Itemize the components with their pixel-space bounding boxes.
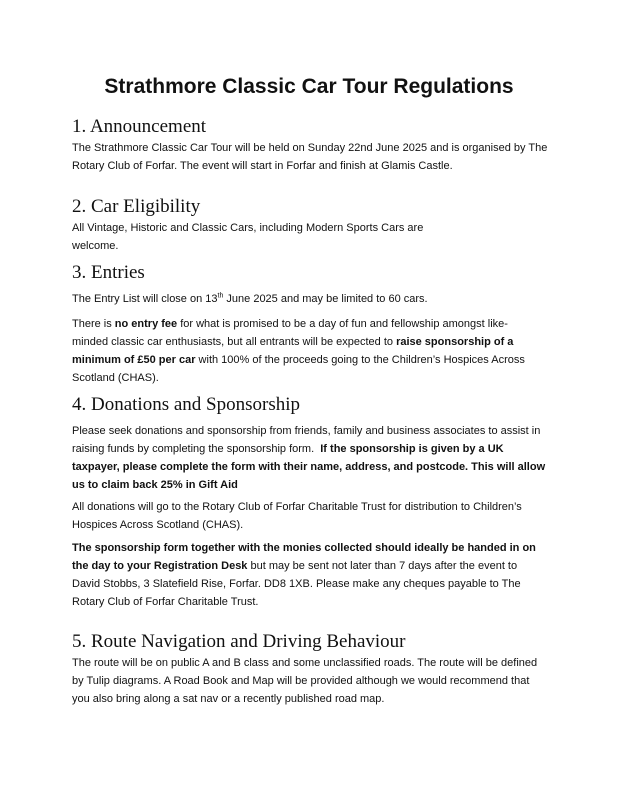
text-line <box>72 476 548 494</box>
text-line: Please seek donations and sponsorship from friends, family and business associates to assist in <box>72 425 541 437</box>
bold-run: raise sponsorship of a <box>396 336 514 348</box>
superscript: th <box>217 292 224 300</box>
text-run: but may be sent not later than 7 days after the event to <box>247 560 518 572</box>
donations-paragraph-2 <box>72 498 548 534</box>
donations-paragraph-1 <box>72 422 548 494</box>
text-line: welcome. <box>72 240 119 252</box>
text-line: Hospices Across Scotland (CHAS). <box>72 519 244 531</box>
text-line <box>72 539 548 557</box>
text-line: All donations will go to the Rotary Club of Forfar Charitable Trust for distribution to Children’s <box>72 501 522 513</box>
text-line: The route will be on public A and B class and some unclassified roads. The route will be defined <box>72 657 538 669</box>
donations-paragraph-3 <box>72 539 548 611</box>
bold-run: The sponsorship form together with the monies collected should ideally be handed in on <box>72 542 536 554</box>
route-paragraph <box>72 654 548 708</box>
bold-run: minimum of £50 per car <box>72 354 196 366</box>
bold-run: taxpayer, please complete the form with their name, address, and postcode. This will allow <box>72 461 546 473</box>
text-line: Rotary Club of Forfar Charitable Trust. <box>72 596 259 608</box>
text-line: All Vintage, Historic and Classic Cars, including Modern Sports Cars are <box>72 222 424 234</box>
text-run: with 100% of the proceeds going to the Children’s Hospices Across <box>195 354 525 366</box>
text-line <box>72 557 548 575</box>
text-line <box>72 290 548 308</box>
text-run: for what is promised to be a day of fun and fellowship amongst like- <box>177 318 508 330</box>
bold-run: the day to your Registration Desk <box>72 560 248 572</box>
text-run: There is <box>72 318 115 330</box>
section-heading-announcement: 1. Announcement <box>72 116 207 137</box>
text-line: Scotland (CHAS). <box>72 372 159 384</box>
announcement-paragraph <box>72 139 548 175</box>
text-line <box>72 351 548 369</box>
text-run: The Entry List will close on 13 <box>72 293 218 305</box>
text-run: raising funds by completing the sponsorship form. <box>72 443 321 455</box>
document-title: Strathmore Classic Car Tour Regulations <box>104 75 514 98</box>
section-heading-car-eligibility: 2. Car Eligibility <box>72 196 201 217</box>
text-line <box>72 440 548 458</box>
text-line <box>72 458 548 476</box>
text-run: June 2025 and may be limited to 60 cars. <box>223 293 428 305</box>
eligibility-paragraph <box>72 219 548 255</box>
bold-run: If the sponsorship is given by a UK <box>320 443 504 455</box>
bold-run: us to claim back 25% in Gift Aid <box>72 479 238 491</box>
entries-paragraph-2 <box>72 315 548 387</box>
section-heading-route-navigation: 5. Route Navigation and Driving Behaviour <box>72 631 406 652</box>
entries-paragraph-1 <box>72 290 548 308</box>
section-heading-entries: 3. Entries <box>72 262 145 283</box>
bold-run: no entry fee <box>114 318 178 330</box>
text-line: you also bring along a sat nav or a recently published road map. <box>72 693 385 705</box>
text-line <box>72 315 548 333</box>
text-run: minded classic car enthusiasts, but all entrants will be expected to <box>72 336 397 348</box>
text-line: Rotary Club of Forfar. The event will start in Forfar and finish at Glamis Castle. <box>72 160 453 172</box>
text-line <box>72 333 548 351</box>
text-line: The Strathmore Classic Car Tour will be held on Sunday 22nd June 2025 and is organised by The <box>72 142 548 154</box>
text-line: by Tulip diagrams. A Road Book and Map will be provided although we would recommend that <box>72 675 530 687</box>
section-heading-donations: 4. Donations and Sponsorship <box>72 394 300 415</box>
text-line: David Stobbs, 3 Slatefield Rise, Forfar. DD8 1XB. Please make any cheques payable to The <box>72 578 521 590</box>
